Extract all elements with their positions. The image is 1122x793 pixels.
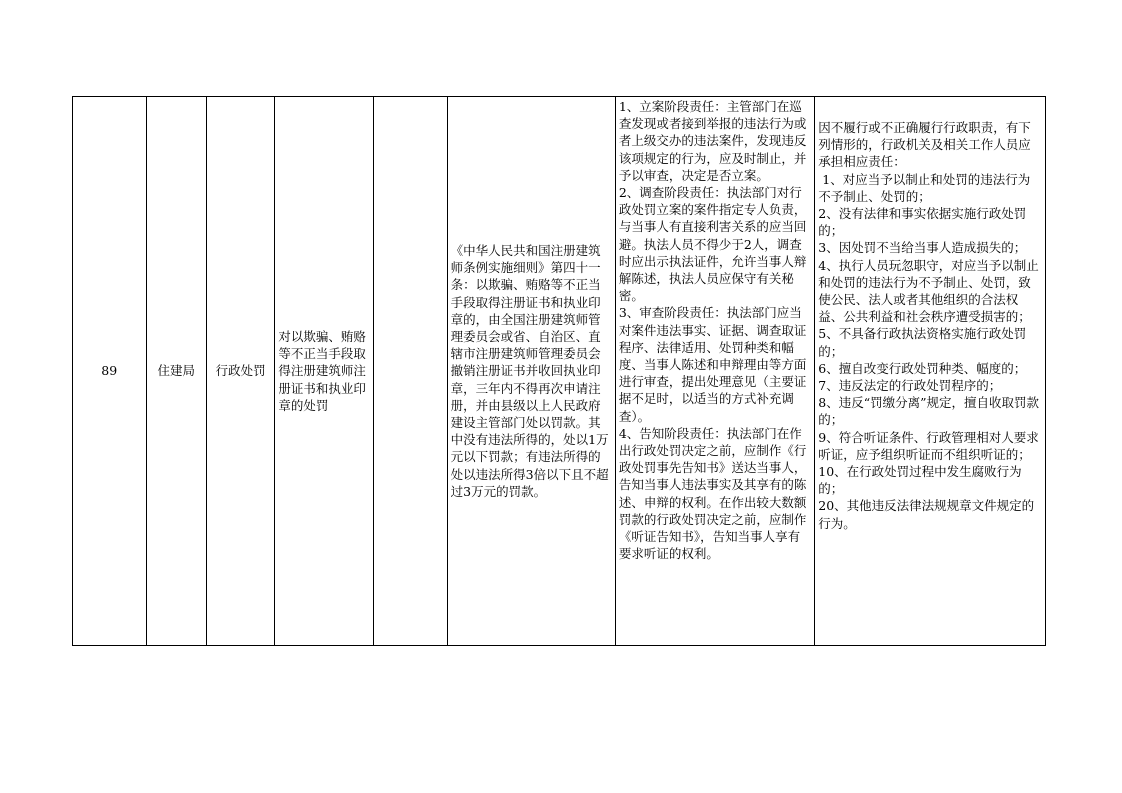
- department: 住建局: [157, 363, 195, 379]
- legal-basis: 《中华人民共和国注册建筑师条例实施细则》第四十一条：以欺骗、贿赂等不正当手段取得注册证书和执业印章的，由全国注册建筑师管理委员会或省、自治区、直辖市注册建筑师管理委员会撤销注册证书并收回执业印章，三年内不得再次申请注册，并由县级以上人民政府建设主管部门处以罚款。其中没有违法所得的，处以1万元以下罚款；有违法所得的处以违法所得3倍以下且不超过3万元的罚款。: [450, 242, 609, 499]
- penalty-item-table: [72, 96, 1046, 646]
- accountability-text: 因不履行或不正确履行行政职责，有下列情形的，行政机关及相关工作人员应承担相应责任： 1、对应当予以制止和处罚的违法行为不予制止、处罚的； 2、没有法律和事实依据实施行政处罚的； 3、因处罚不当给当事人造成损失的； 4、执行人员玩忽职守，对应当予以制止和处罚的违法行为不予制止、处罚，致使公民、法人或者其他组织的合法权益、公共利益和社会秩序遭受损害的； 5、不具备行政执法资格实施行政处罚的； 6、擅自改变行政处罚种类、幅度的； 7、违反法定的行政处罚程序的； 8、违反“罚缴分离”规定，擅自收取罚款的； 9、符合听证条件、行政管理相对人要求听证，应予组织听证而不组织听证的； 10、在行政处罚过程中发生腐败行为的； 20、其他违反法律法规规章文件规定的行为。: [818, 120, 1039, 531]
- subitem-cell: [374, 97, 448, 646]
- row-number-cell: [73, 97, 147, 646]
- responsibility-text: 1、立案阶段责任：主管部门在巡查发现或者接到举报的违法行为或者上级交办的违法案件，发现违反该项规定的行为，应及时制止，并予以审查，决定是否立案。 2、调查阶段责任：执法部门对行政处罚立案的案件指定专人负责，与当事人有直接利害关系的应当回避。执法人员不得少于2人，调查时应出示执法证件，允许当事人辩解陈述，执法人员应保守有关秘密。 3、审查阶段责任：执法部门应当对案件违法事实、证据、调查取证程序、法律适用、处罚种类和幅度、当事人陈述和申辩理由等方面进行审查，提出处理意见（主要证据不足时，以适当的方式补充调查）。 4、告知阶段责任：执法部门在作出行政处罚决定之前，应制作《行政处罚事先告知书》送达当事人，告知当事人违法事实及其享有的陈述、申辩的权利。在作出较大数额罚款的行政处罚决定之前，应制作《听证告知书》，告知当事人享有要求听证的权利。: [618, 99, 807, 562]
- responsibility-cell: [615, 97, 814, 646]
- department-cell: [146, 97, 206, 646]
- item-name: 对以欺骗、贿赂等不正当手段取得注册建筑师注册证书和执业印章的处罚: [278, 328, 366, 413]
- accountability-cell: [815, 97, 1046, 646]
- category: 行政处罚: [215, 363, 266, 379]
- legal-basis-cell: [447, 97, 615, 646]
- item-name-cell: [275, 97, 374, 646]
- table-row: [73, 97, 1046, 646]
- row-number: 89: [101, 363, 118, 379]
- category-cell: [206, 97, 274, 646]
